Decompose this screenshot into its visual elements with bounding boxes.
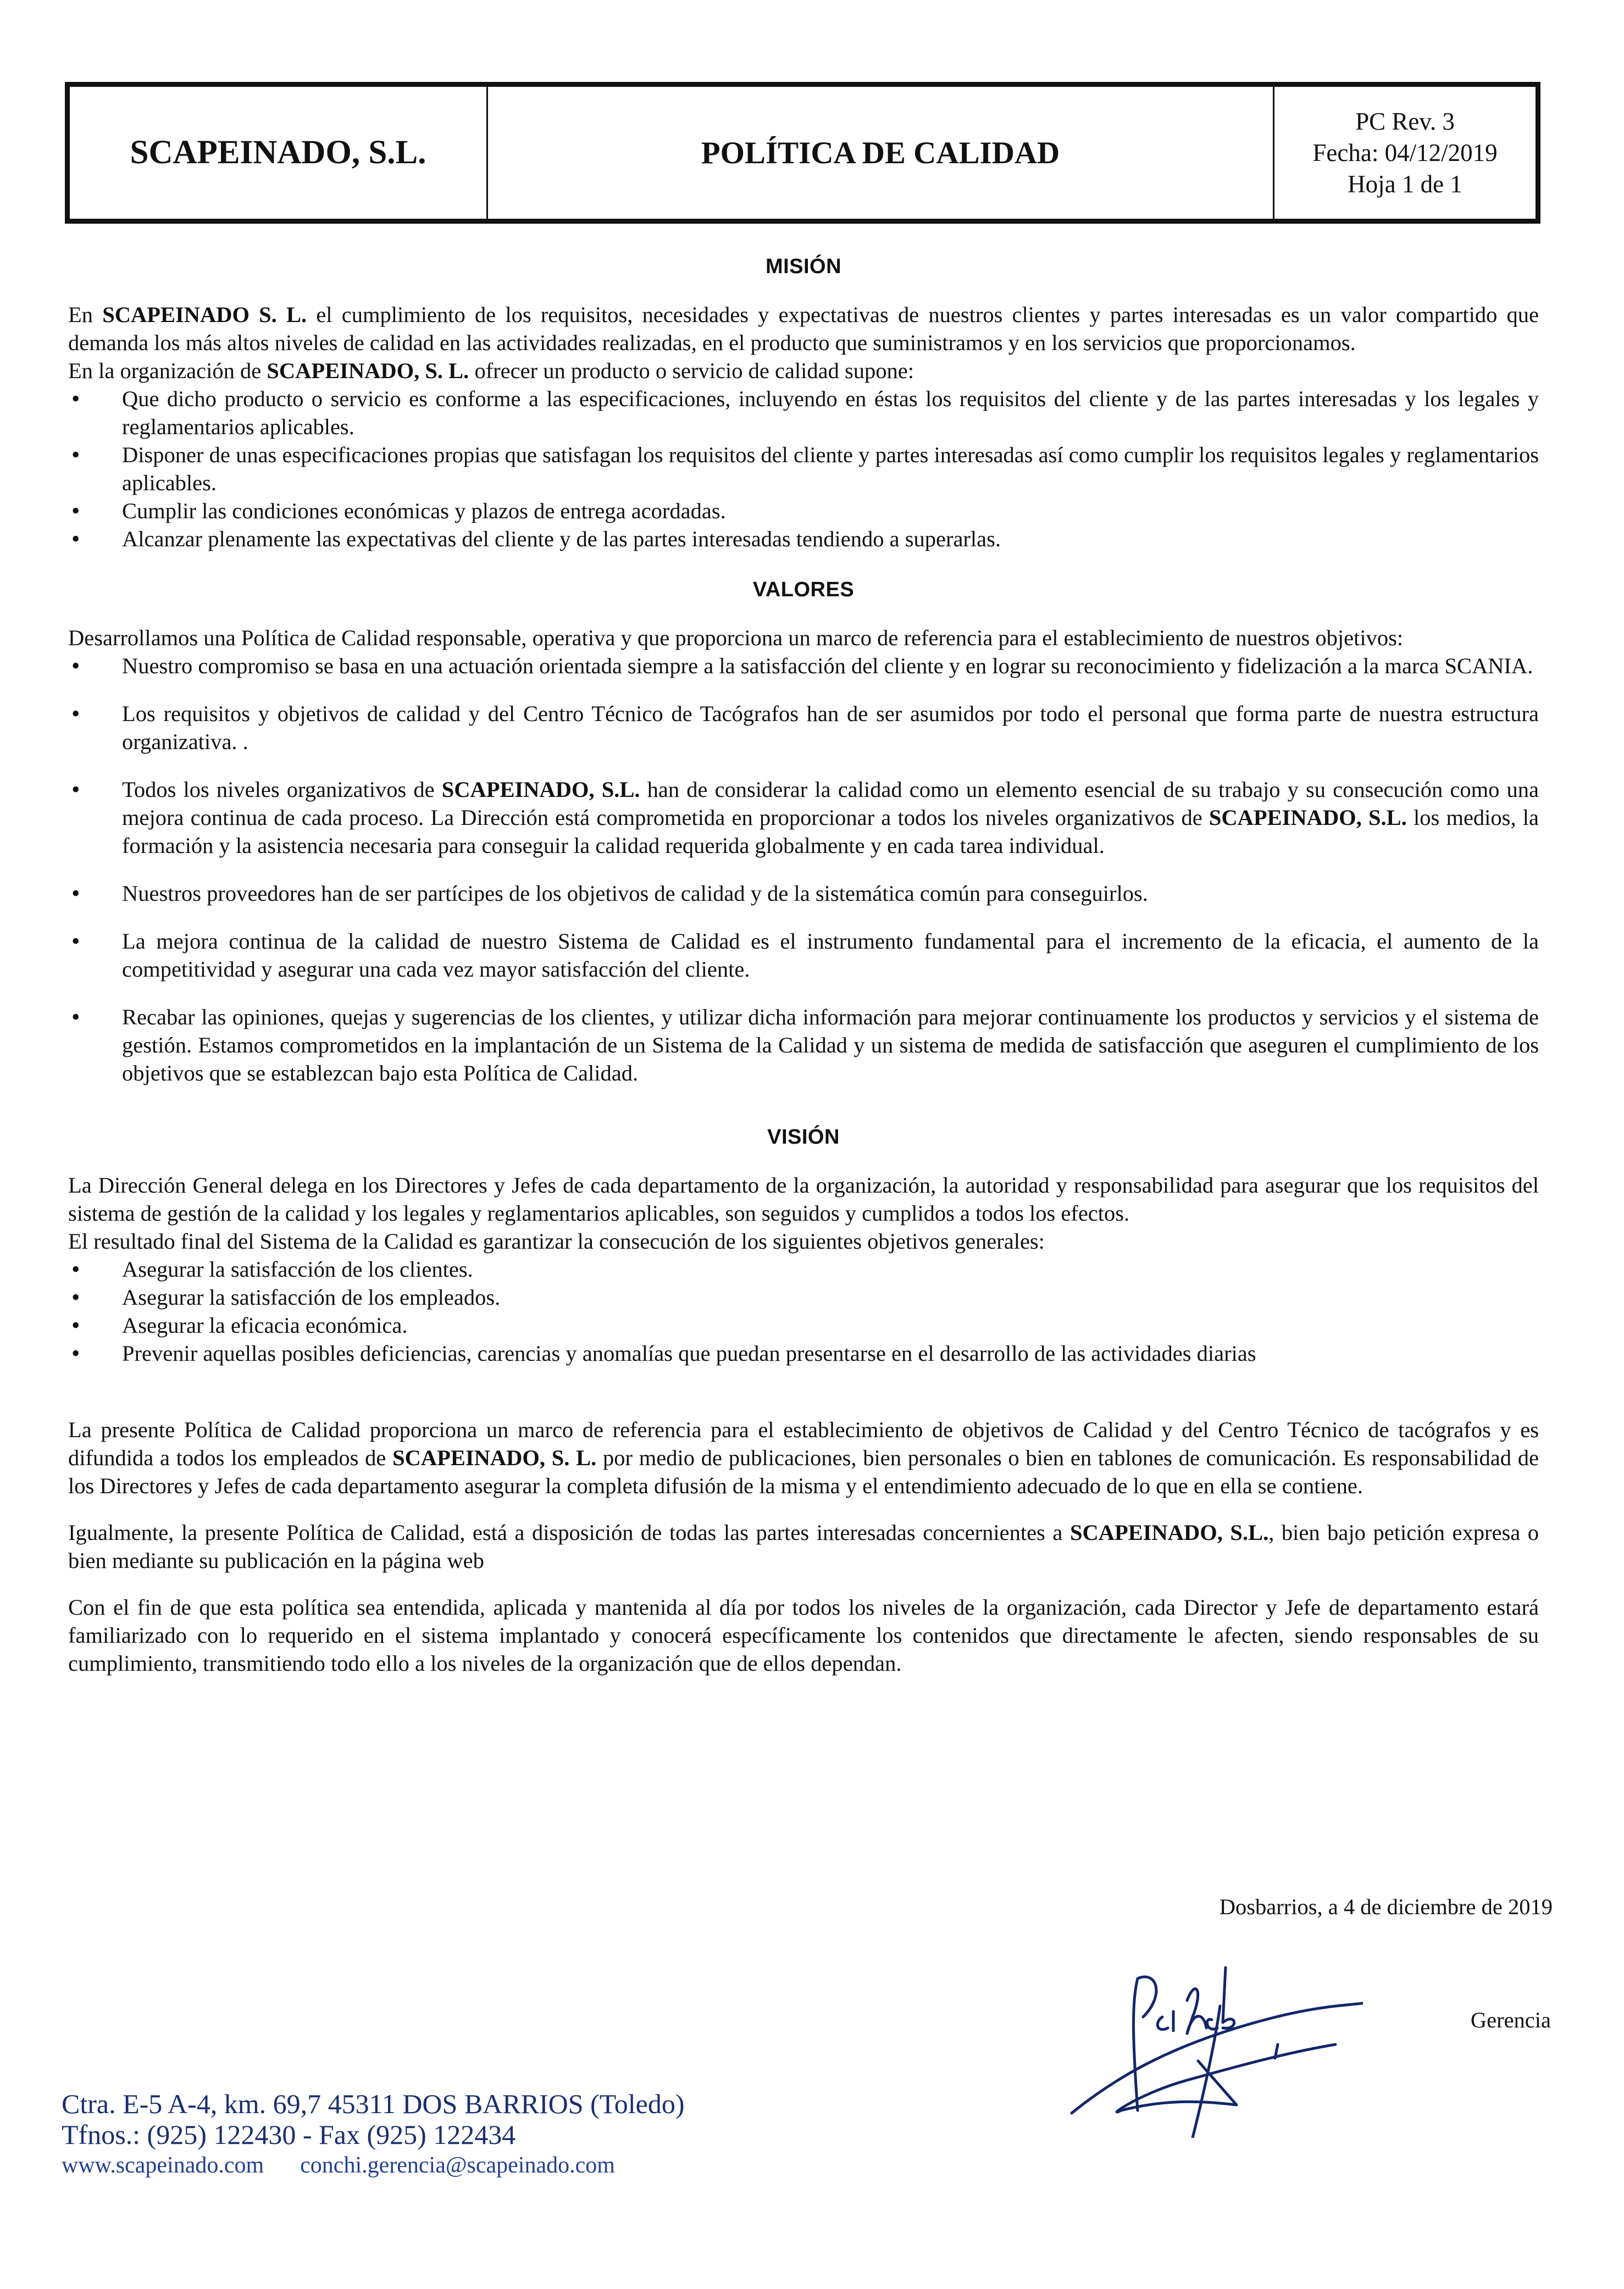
document-body bbox=[68, 253, 1539, 1677]
header-date: Fecha: 04/12/2019 bbox=[1312, 138, 1498, 167]
list-item: • Nuestros proveedores han de ser partícipes de los objetivos de calidad y de la sistemática común para conseguirlos. bbox=[68, 879, 1539, 907]
signatory-role: Gerencia bbox=[1470, 2008, 1551, 2032]
closing-paragraph-1: La presente Política de Calidad proporciona un marco de referencia para el establecimiento de objetivos de Calidad y del Centro Técnico de tacógrafos y es difundida a todos los empleados de SCAPEINADO, S. L. por medio de publicaciones, bien personales o bien en tablones de comunicación. Es responsabilidad de los Directores y Jefes de cada departamento asegurar la completa difusión de la misma y el entendimiento adecuado de lo que en ella se contiene. bbox=[68, 1417, 1539, 1498]
header-sheet: Hoja 1 de 1 bbox=[1348, 170, 1462, 198]
list-item: • Todos los niveles organizativos de SCAPEINADO, S.L. han de considerar la calidad como un elemento esencial de su trabajo y su consecución como una mejora continua de cada proceso. La Dirección está comprometida en proporcionar a todos los niveles organizativos de SCAPEINADO, S.L. los medios, la formación y la asistencia necesaria para conseguir la calidad requerida globalmente y en cada tarea individual. bbox=[68, 775, 1539, 860]
list-item: • Asegurar la satisfacción de los empleados. bbox=[68, 1283, 1539, 1311]
mision-paragraph-1: En SCAPEINADO S. L. el cumplimiento de los requisitos, necesidades y expectativas de nuestros clientes y partes interesadas es un valor compartido que demanda los más altos niveles de calidad en las actividades realizadas, en el producto que suministramos y en los servicios que proporcionamos. bbox=[68, 302, 1539, 355]
list-item: • Nuestro compromiso se basa en una actuación orientada siempre a la satisfacción del cliente y en lograr su reconocimiento y fidelización a la marca SCANIA. bbox=[68, 652, 1539, 680]
list-item: • Que dicho producto o servicio es conforme a las especificaciones, incluyendo en éstas los requisitos del cliente y de las partes interesadas y los legales y reglamentarios aplicables. bbox=[68, 385, 1539, 441]
valores-intro: Desarrollamos una Política de Calidad responsable, operativa y que proporciona un marco de referencia para el establecimiento de nuestros objetivos: bbox=[68, 625, 1404, 650]
list-item: • Prevenir aquellas posibles deficiencias, carencias y anomalías que puedan presentarse en el desarrollo de las actividades diarias bbox=[68, 1339, 1539, 1367]
list-item: • Asegurar la satisfacción de los clientes. bbox=[68, 1255, 1539, 1283]
footer-address: Ctra. E-5 A-4, km. 69,7 45311 DOS BARRIOS (Toledo) bbox=[62, 2088, 685, 2119]
vision-paragraph-2: El resultado final del Sistema de la Calidad es garantizar la consecución de los siguientes objetivos generales: bbox=[68, 1229, 1045, 1254]
section-title-mision: MISIÓN bbox=[765, 255, 842, 278]
list-item: • Disponer de unas especificaciones propias que satisfagan los requisitos del cliente y partes interesadas así como cumplir los requisitos legales y reglamentarios aplicables. bbox=[68, 441, 1539, 497]
header-title: POLÍTICA DE CALIDAD bbox=[488, 87, 1274, 219]
list-item: • La mejora continua de la calidad de nuestro Sistema de Calidad es el instrumento fundamental para el incremento de la eficacia, el aumento de la competitividad y asegurar una cada vez mayor satisfacción del cliente. bbox=[68, 927, 1539, 983]
list-item: • Asegurar la eficacia económica. bbox=[68, 1311, 1539, 1339]
header-meta bbox=[1274, 87, 1536, 219]
list-item: • Alcanzar plenamente las expectativas del cliente y de las partes interesadas tendiendo a superarlas. bbox=[68, 525, 1539, 553]
header-company: SCAPEINADO, S.L. bbox=[70, 87, 488, 219]
list-item: • Los requisitos y objetivos de calidad y del Centro Técnico de Tacógrafos han de ser asumidos por todo el personal que forma parte de nuestra estructura organizativa. . bbox=[68, 700, 1539, 756]
footer-contact bbox=[62, 2088, 685, 2181]
footer-links bbox=[62, 2150, 685, 2181]
section-title-vision: VISIÓN bbox=[767, 1126, 840, 1149]
website-link[interactable]: www.scapeinado.com bbox=[62, 2153, 264, 2178]
list-item: • Cumplir las condiciones económicas y plazos de entrega acordadas. bbox=[68, 497, 1539, 525]
place-and-date: Dosbarrios, a 4 de diciembre de 2019 bbox=[1219, 1894, 1553, 1919]
signature-image bbox=[1055, 1957, 1363, 2138]
header-revision: PC Rev. 3 bbox=[1355, 107, 1455, 135]
footer-phones: Tfnos.: (925) 122430 - Fax (925) 122434 bbox=[62, 2119, 516, 2150]
valores-list bbox=[68, 652, 1539, 1087]
email-link[interactable]: conchi.gerencia@scapeinado.com bbox=[300, 2153, 615, 2178]
mision-paragraph-2: En la organización de SCAPEINADO, S. L. ofrecer un producto o servicio de calidad supone: bbox=[68, 358, 914, 383]
vision-list bbox=[68, 1255, 1539, 1367]
list-item: • Recabar las opiniones, quejas y sugerencias de los clientes, y utilizar dicha información para mejorar continuamente los productos y servicios y el sistema de gestión. Estamos comprometidos en la implantación de un Sistema de la Calidad y un sistema de medida de satisfacción que aseguren el cumplimiento de los objetivos que se establezcan bajo esta Política de Calidad. bbox=[68, 1003, 1539, 1087]
mision-list bbox=[68, 385, 1539, 553]
closing-paragraph-2: Igualmente, la presente Política de Calidad, está a disposición de todas las partes interesadas concernientes a SCAPEINADO, S.L., bien bajo petición expresa o bien mediante su publicación en la página web bbox=[68, 1520, 1539, 1573]
document-header bbox=[65, 82, 1540, 224]
section-title-valores: VALORES bbox=[752, 578, 855, 601]
vision-paragraph-1: La Dirección General delega en los Directores y Jefes de cada departamento de la organización, la autoridad y responsabilidad para asegurar que los requisitos del sistema de gestión de la calidad y los legales y reglamentarios aplicables, son seguidos y cumplidos a todos los efectos. bbox=[68, 1173, 1539, 1226]
closing-paragraph-3: Con el fin de que esta política sea entendida, aplicada y mantenida al día por todos los niveles de la organización, cada Director y Jefe de departamento estará familiarizado con lo requerido en el sistema implantado y conocerá específicamente los contenidos que directamente le afecten, siendo responsables de su cumplimiento, transmitiendo todo ello a los niveles de la organización que de ellos dependan. bbox=[68, 1595, 1539, 1676]
